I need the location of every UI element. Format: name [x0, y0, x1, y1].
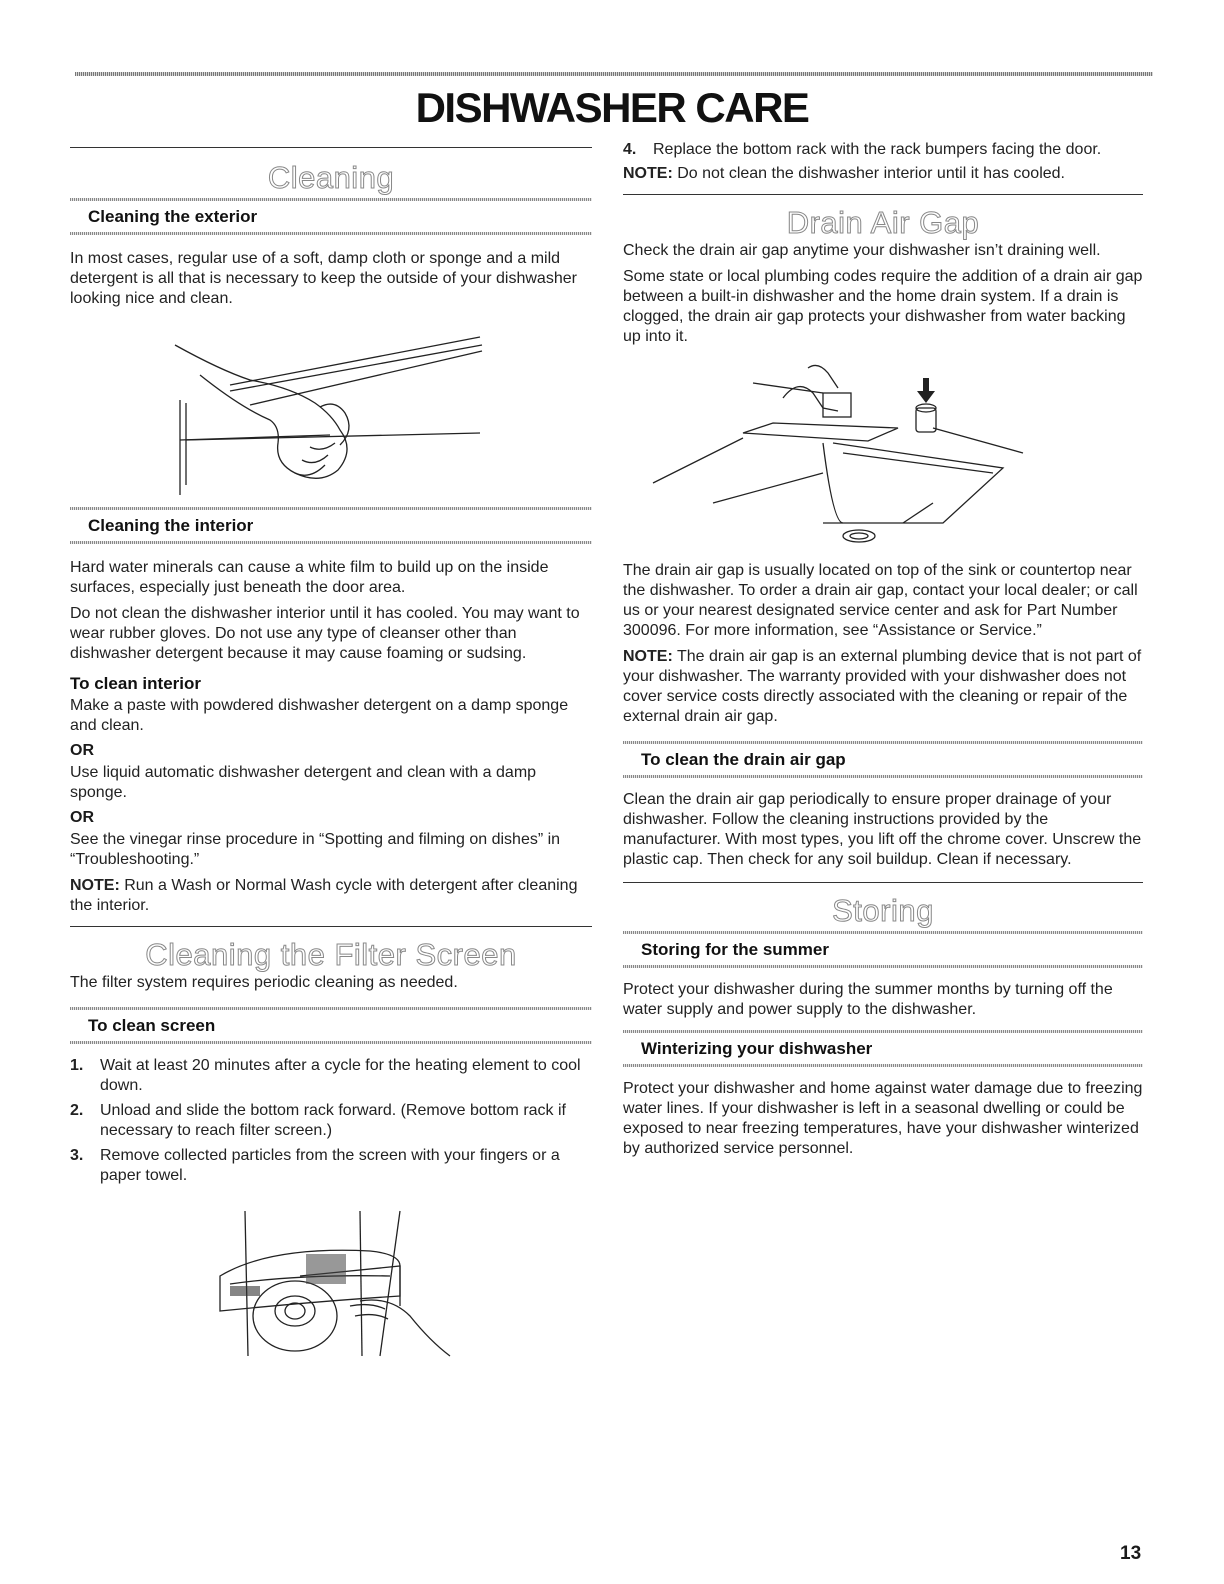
- dotted-rule: [70, 541, 592, 544]
- interior-option-3: See the vinegar rinse procedure in “Spotting and filming on dishes” in “Troubleshooting.”: [70, 831, 561, 868]
- dotted-rule: [623, 1064, 1143, 1067]
- interior-p2: Do not clean the dishwasher interior until it has cooled. You may want to wear rubber gloves. Do not use any type of cleanser other than dishwasher detergent because it may cause foaming or sudsing.: [70, 605, 580, 662]
- step-item: [70, 1146, 592, 1186]
- section-divider: [70, 147, 592, 148]
- drain-section-title: Drain Air Gap: [786, 205, 980, 240]
- step-number: 2.: [70, 1102, 84, 1119]
- interior-p1: Hard water minerals can cause a white film to build up on the inside surfaces, especially just beneath the door area.: [70, 559, 549, 596]
- drain-air-gap-illustration: [623, 353, 1143, 561]
- filter-section-title: Cleaning the Filter Screen: [145, 937, 517, 972]
- winterizing-text: Protect your dishwasher and home against water damage due to freezing water lines. If your dishwasher is left in a seasonal dwelling or could be exposed to near freezing temperatures, have your dishwasher winterized by authorized service personnel.: [623, 1080, 1143, 1157]
- note-text: Do not clean the dishwasher interior until it has cooled.: [672, 165, 1065, 182]
- dotted-rule: [623, 775, 1143, 778]
- filter-removal-illustration: [70, 1206, 592, 1366]
- interior-option-1: Make a paste with powdered dishwasher detergent on a damp sponge and clean.: [70, 697, 569, 734]
- storing-section-title: Storing: [832, 893, 934, 928]
- step-text: Wait at least 20 minutes after a cycle for the heating element to cool down.: [100, 1057, 581, 1094]
- note-label: NOTE:: [623, 648, 673, 665]
- storing-summer-heading: Storing for the summer: [641, 940, 829, 959]
- sink-air-gap-illustration: [623, 353, 1143, 561]
- step-item: [623, 140, 1143, 160]
- cleaning-section-title: Cleaning: [267, 160, 395, 195]
- right-column: [623, 140, 1143, 1165]
- note-label: NOTE:: [623, 165, 673, 182]
- dotted-rule: [623, 965, 1143, 968]
- step-text: Remove collected particles from the screen with your fingers or a paper towel.: [100, 1147, 560, 1184]
- step-item: [70, 1056, 592, 1096]
- note-text: The drain air gap is an external plumbing device that is not part of your dishwasher. The warranty provided with your dishwasher does not cover service costs directly associated with the cleaning or repair of the external drain air gap.: [623, 648, 1142, 725]
- filter-intro: The filter system requires periodic cleaning as needed.: [70, 974, 458, 991]
- note-label: NOTE:: [70, 877, 120, 894]
- step-number: 4.: [623, 141, 637, 158]
- dotted-rule: [70, 232, 592, 235]
- hand-wiping-door-illustration: [70, 315, 592, 507]
- exterior-heading: Cleaning the exterior: [88, 207, 258, 226]
- section-divider: [70, 926, 592, 927]
- page-title: DISHWASHER CARE: [415, 84, 809, 131]
- drain-note: [623, 647, 1143, 727]
- note-text: Run a Wash or Normal Wash cycle with detergent after cleaning the interior.: [70, 877, 578, 914]
- filter-screen-illustration: [70, 1206, 592, 1366]
- drain-p1: Check the drain air gap anytime your dishwasher isn’t draining well.: [623, 242, 1101, 259]
- interior-note: [70, 876, 592, 916]
- clean-screen-heading: To clean screen: [88, 1016, 216, 1035]
- step-item: [70, 1101, 592, 1141]
- exterior-text: In most cases, regular use of a soft, damp cloth or sponge and a mild detergent is all that is necessary to keep the outside of your dishwasher looking nice and clean.: [70, 250, 577, 307]
- page-number: 13: [1120, 1543, 1142, 1564]
- section-divider: [623, 882, 1143, 883]
- step-number: 1.: [70, 1057, 84, 1074]
- drain-p3: The drain air gap is usually located on top of the sink or countertop near the dishwasher. To order a drain air gap, contact your local dealer; or call us or your nearest designated service center and ask for Part Number 300096. For more information, see “Assistance or Service.”: [623, 562, 1138, 639]
- to-clean-interior-heading: To clean interior: [70, 674, 201, 693]
- clean-drain-text: Clean the drain air gap periodically to ensure proper drainage of your dishwasher. Follow the cleaning instructions provided by the manufacturer. With most types, you lift off the chrome cover. Unscrew the plastic cap. Then check for any soil buildup. Clean if necessary.: [623, 791, 1142, 868]
- left-column: [70, 140, 592, 1366]
- or-label: OR: [70, 809, 94, 826]
- step-number: 3.: [70, 1147, 84, 1164]
- or-label: OR: [70, 742, 94, 759]
- top-dotted-rule: [75, 72, 1153, 76]
- filter-note: [623, 164, 1143, 184]
- storing-summer-text: Protect your dishwasher during the summer months by turning off the water supply and power supply to the dishwasher.: [623, 981, 1113, 1018]
- wiping-exterior-illustration: [70, 315, 592, 507]
- interior-option-2: Use liquid automatic dishwasher detergent and clean with a damp sponge.: [70, 764, 537, 801]
- interior-heading: Cleaning the interior: [88, 516, 254, 535]
- clean-drain-heading: To clean the drain air gap: [641, 750, 846, 769]
- winterizing-heading: Winterizing your dishwasher: [641, 1039, 873, 1058]
- drain-p2: Some state or local plumbing codes require the addition of a drain air gap between a built-in dishwasher and the home drain system. If a drain is clogged, the drain air gap protects your dishwasher from water backing up into it.: [623, 268, 1143, 345]
- section-divider: [623, 194, 1143, 195]
- dotted-rule: [70, 1041, 592, 1044]
- step-text: Replace the bottom rack with the rack bumpers facing the door.: [653, 141, 1102, 158]
- step-text: Unload and slide the bottom rack forward. (Remove bottom rack if necessary to reach filter screen.): [100, 1102, 566, 1139]
